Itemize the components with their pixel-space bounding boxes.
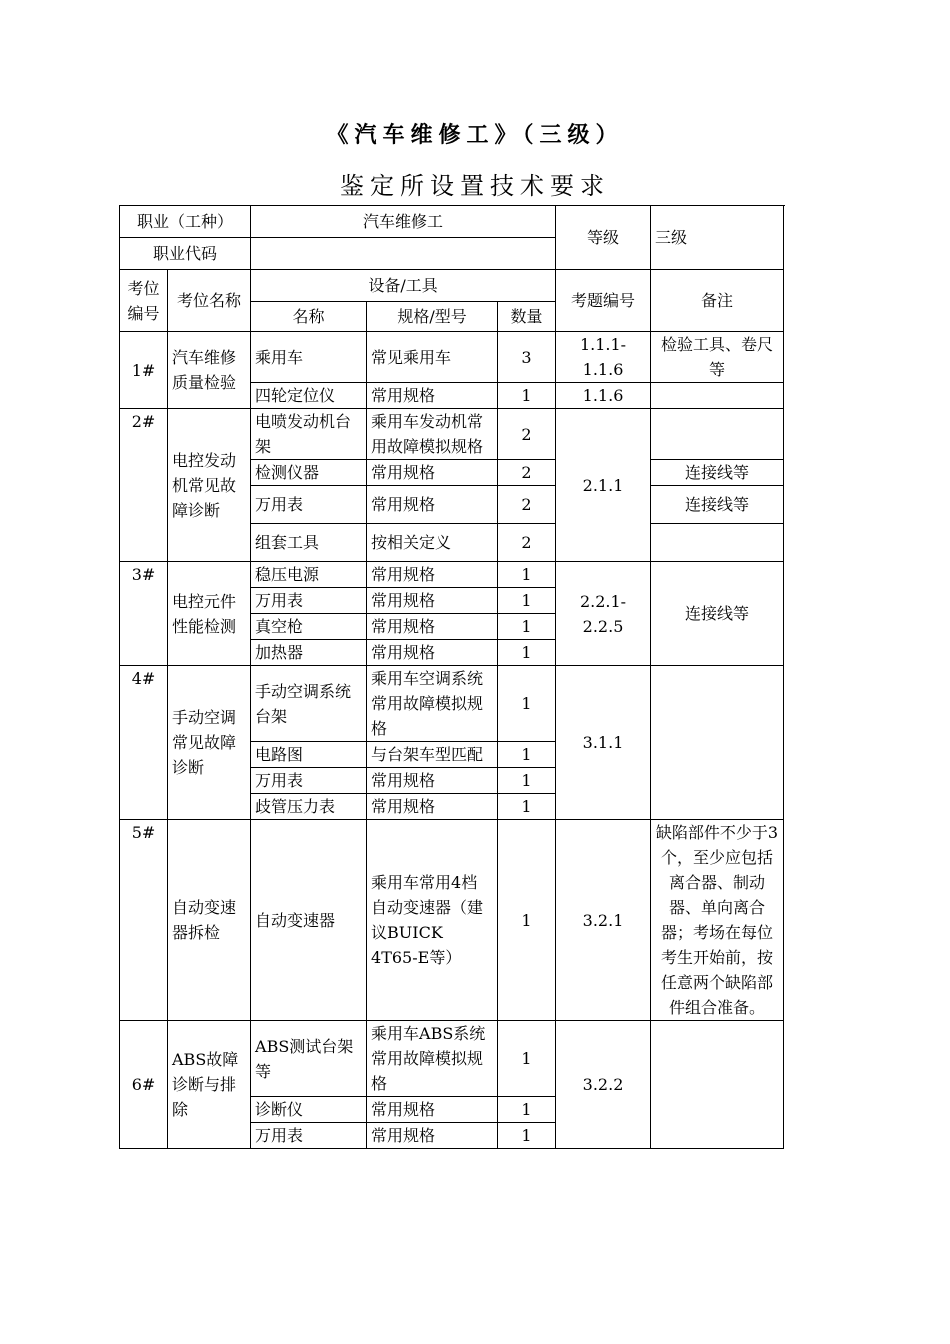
task-no: 2.1.1	[556, 409, 651, 562]
table-row	[120, 332, 784, 383]
col-remark: 备注	[651, 270, 784, 332]
item-spec: 按相关定义	[367, 524, 498, 562]
item-remark	[651, 666, 784, 820]
task-no: 3.2.1	[556, 820, 651, 1021]
task-no: 3.1.1	[556, 666, 651, 820]
station-name: 电控元件性能检测	[168, 562, 251, 666]
item-name: 自动变速器	[251, 820, 367, 1021]
task-no: 2.2.1-2.2.5	[556, 562, 651, 666]
item-qty: 3	[498, 332, 556, 383]
item-qty: 1	[498, 768, 556, 794]
item-qty: 1	[498, 1123, 556, 1149]
item-qty: 2	[498, 486, 556, 524]
page-subtitle: 鉴定所设置技术要求	[340, 172, 610, 200]
table-row	[120, 562, 784, 588]
item-spec: 常用规格	[367, 1097, 498, 1123]
page-title: 《汽车维修工》（三级）	[326, 122, 624, 148]
item-remark	[651, 409, 784, 460]
item-qty: 1	[498, 562, 556, 588]
item-name: 万用表	[251, 486, 367, 524]
station-no: 4#	[120, 666, 168, 820]
item-name: 稳压电源	[251, 562, 367, 588]
item-spec: 常用规格	[367, 383, 498, 409]
item-name: 四轮定位仪	[251, 383, 367, 409]
item-name: 加热器	[251, 640, 367, 666]
item-name: 诊断仪	[251, 1097, 367, 1123]
col-task-no: 考题编号	[556, 270, 651, 332]
item-qty: 1	[498, 1097, 556, 1123]
item-spec: 乘用车ABS系统常用故障模拟规格	[367, 1021, 498, 1097]
col-station-name: 考位名称	[168, 270, 251, 332]
item-spec: 乘用车常用4档自动变速器（建议BUICK 4T65-E等）	[367, 820, 498, 1021]
code-value	[251, 238, 556, 270]
item-remark: 检验工具、卷尺等	[651, 332, 784, 383]
item-remark: 连接线等	[651, 460, 784, 486]
item-remark: 连接线等	[651, 486, 784, 524]
item-spec: 常用规格	[367, 460, 498, 486]
item-qty: 2	[498, 460, 556, 486]
item-name: 手动空调系统台架	[251, 666, 367, 742]
col-station-no: 考位编号	[120, 270, 168, 332]
item-qty: 2	[498, 409, 556, 460]
item-qty: 1	[498, 588, 556, 614]
item-qty: 1	[498, 614, 556, 640]
item-spec: 常用规格	[367, 768, 498, 794]
station-no: 3#	[120, 562, 168, 666]
item-spec: 常用规格	[367, 614, 498, 640]
station-no: 1#	[120, 332, 168, 409]
col-item-name: 名称	[251, 302, 367, 332]
requirements-table	[119, 205, 784, 1149]
table-row	[120, 820, 784, 1021]
item-remark	[651, 1021, 784, 1149]
item-name: 电路图	[251, 742, 367, 768]
item-name: 万用表	[251, 1123, 367, 1149]
station-name: 电控发动机常见故障诊断	[168, 409, 251, 562]
station-name: 汽车维修质量检验	[168, 332, 251, 409]
item-qty: 1	[498, 640, 556, 666]
item-remark	[651, 383, 784, 409]
item-spec: 与台架车型匹配	[367, 742, 498, 768]
table-row	[120, 409, 784, 460]
station-no: 5#	[120, 820, 168, 1021]
item-spec: 乘用车发动机常用故障模拟规格	[367, 409, 498, 460]
station-no: 2#	[120, 409, 168, 562]
item-spec: 常用规格	[367, 562, 498, 588]
item-qty: 1	[498, 666, 556, 742]
item-spec: 常用规格	[367, 588, 498, 614]
item-name: ABS测试台架等	[251, 1021, 367, 1097]
task-no: 1.1.1-1.1.6	[556, 332, 651, 383]
col-qty: 数量	[498, 302, 556, 332]
item-name: 电喷发动机台架	[251, 409, 367, 460]
col-equipment: 设备/工具	[251, 270, 556, 302]
item-name: 真空枪	[251, 614, 367, 640]
item-spec: 常用规格	[367, 486, 498, 524]
table-row	[120, 666, 784, 742]
item-remark: 缺陷部件不少于3个，至少应包括离合器、制动器、单向离合器；考场在每位考生开始前，按任意两个缺陷部件组合准备。	[651, 820, 784, 1021]
station-name: ABS故障诊断与排除	[168, 1021, 251, 1149]
item-remark	[651, 524, 784, 562]
level-value: 三级	[651, 206, 784, 270]
item-qty: 1	[498, 742, 556, 768]
table-row	[120, 1021, 784, 1097]
item-qty: 1	[498, 794, 556, 820]
job-value: 汽车维修工	[251, 206, 556, 238]
item-qty: 1	[498, 383, 556, 409]
item-name: 组套工具	[251, 524, 367, 562]
job-label: 职业（工种）	[120, 206, 251, 238]
item-spec: 常见乘用车	[367, 332, 498, 383]
code-label: 职业代码	[120, 238, 251, 270]
item-qty: 1	[498, 1021, 556, 1097]
item-name: 乘用车	[251, 332, 367, 383]
item-spec: 常用规格	[367, 640, 498, 666]
item-name: 万用表	[251, 588, 367, 614]
station-name: 自动变速器拆检	[168, 820, 251, 1021]
level-label: 等级	[556, 206, 651, 270]
item-name: 万用表	[251, 768, 367, 794]
station-name: 手动空调常见故障诊断	[168, 666, 251, 820]
task-no: 1.1.6	[556, 383, 651, 409]
item-spec: 常用规格	[367, 1123, 498, 1149]
item-spec: 乘用车空调系统常用故障模拟规格	[367, 666, 498, 742]
item-name: 检测仪器	[251, 460, 367, 486]
station-no: 6#	[120, 1021, 168, 1149]
col-spec: 规格/型号	[367, 302, 498, 332]
task-no: 3.2.2	[556, 1021, 651, 1149]
item-spec: 常用规格	[367, 794, 498, 820]
item-qty: 1	[498, 820, 556, 1021]
item-name: 歧管压力表	[251, 794, 367, 820]
item-qty: 2	[498, 524, 556, 562]
item-remark: 连接线等	[651, 562, 784, 666]
